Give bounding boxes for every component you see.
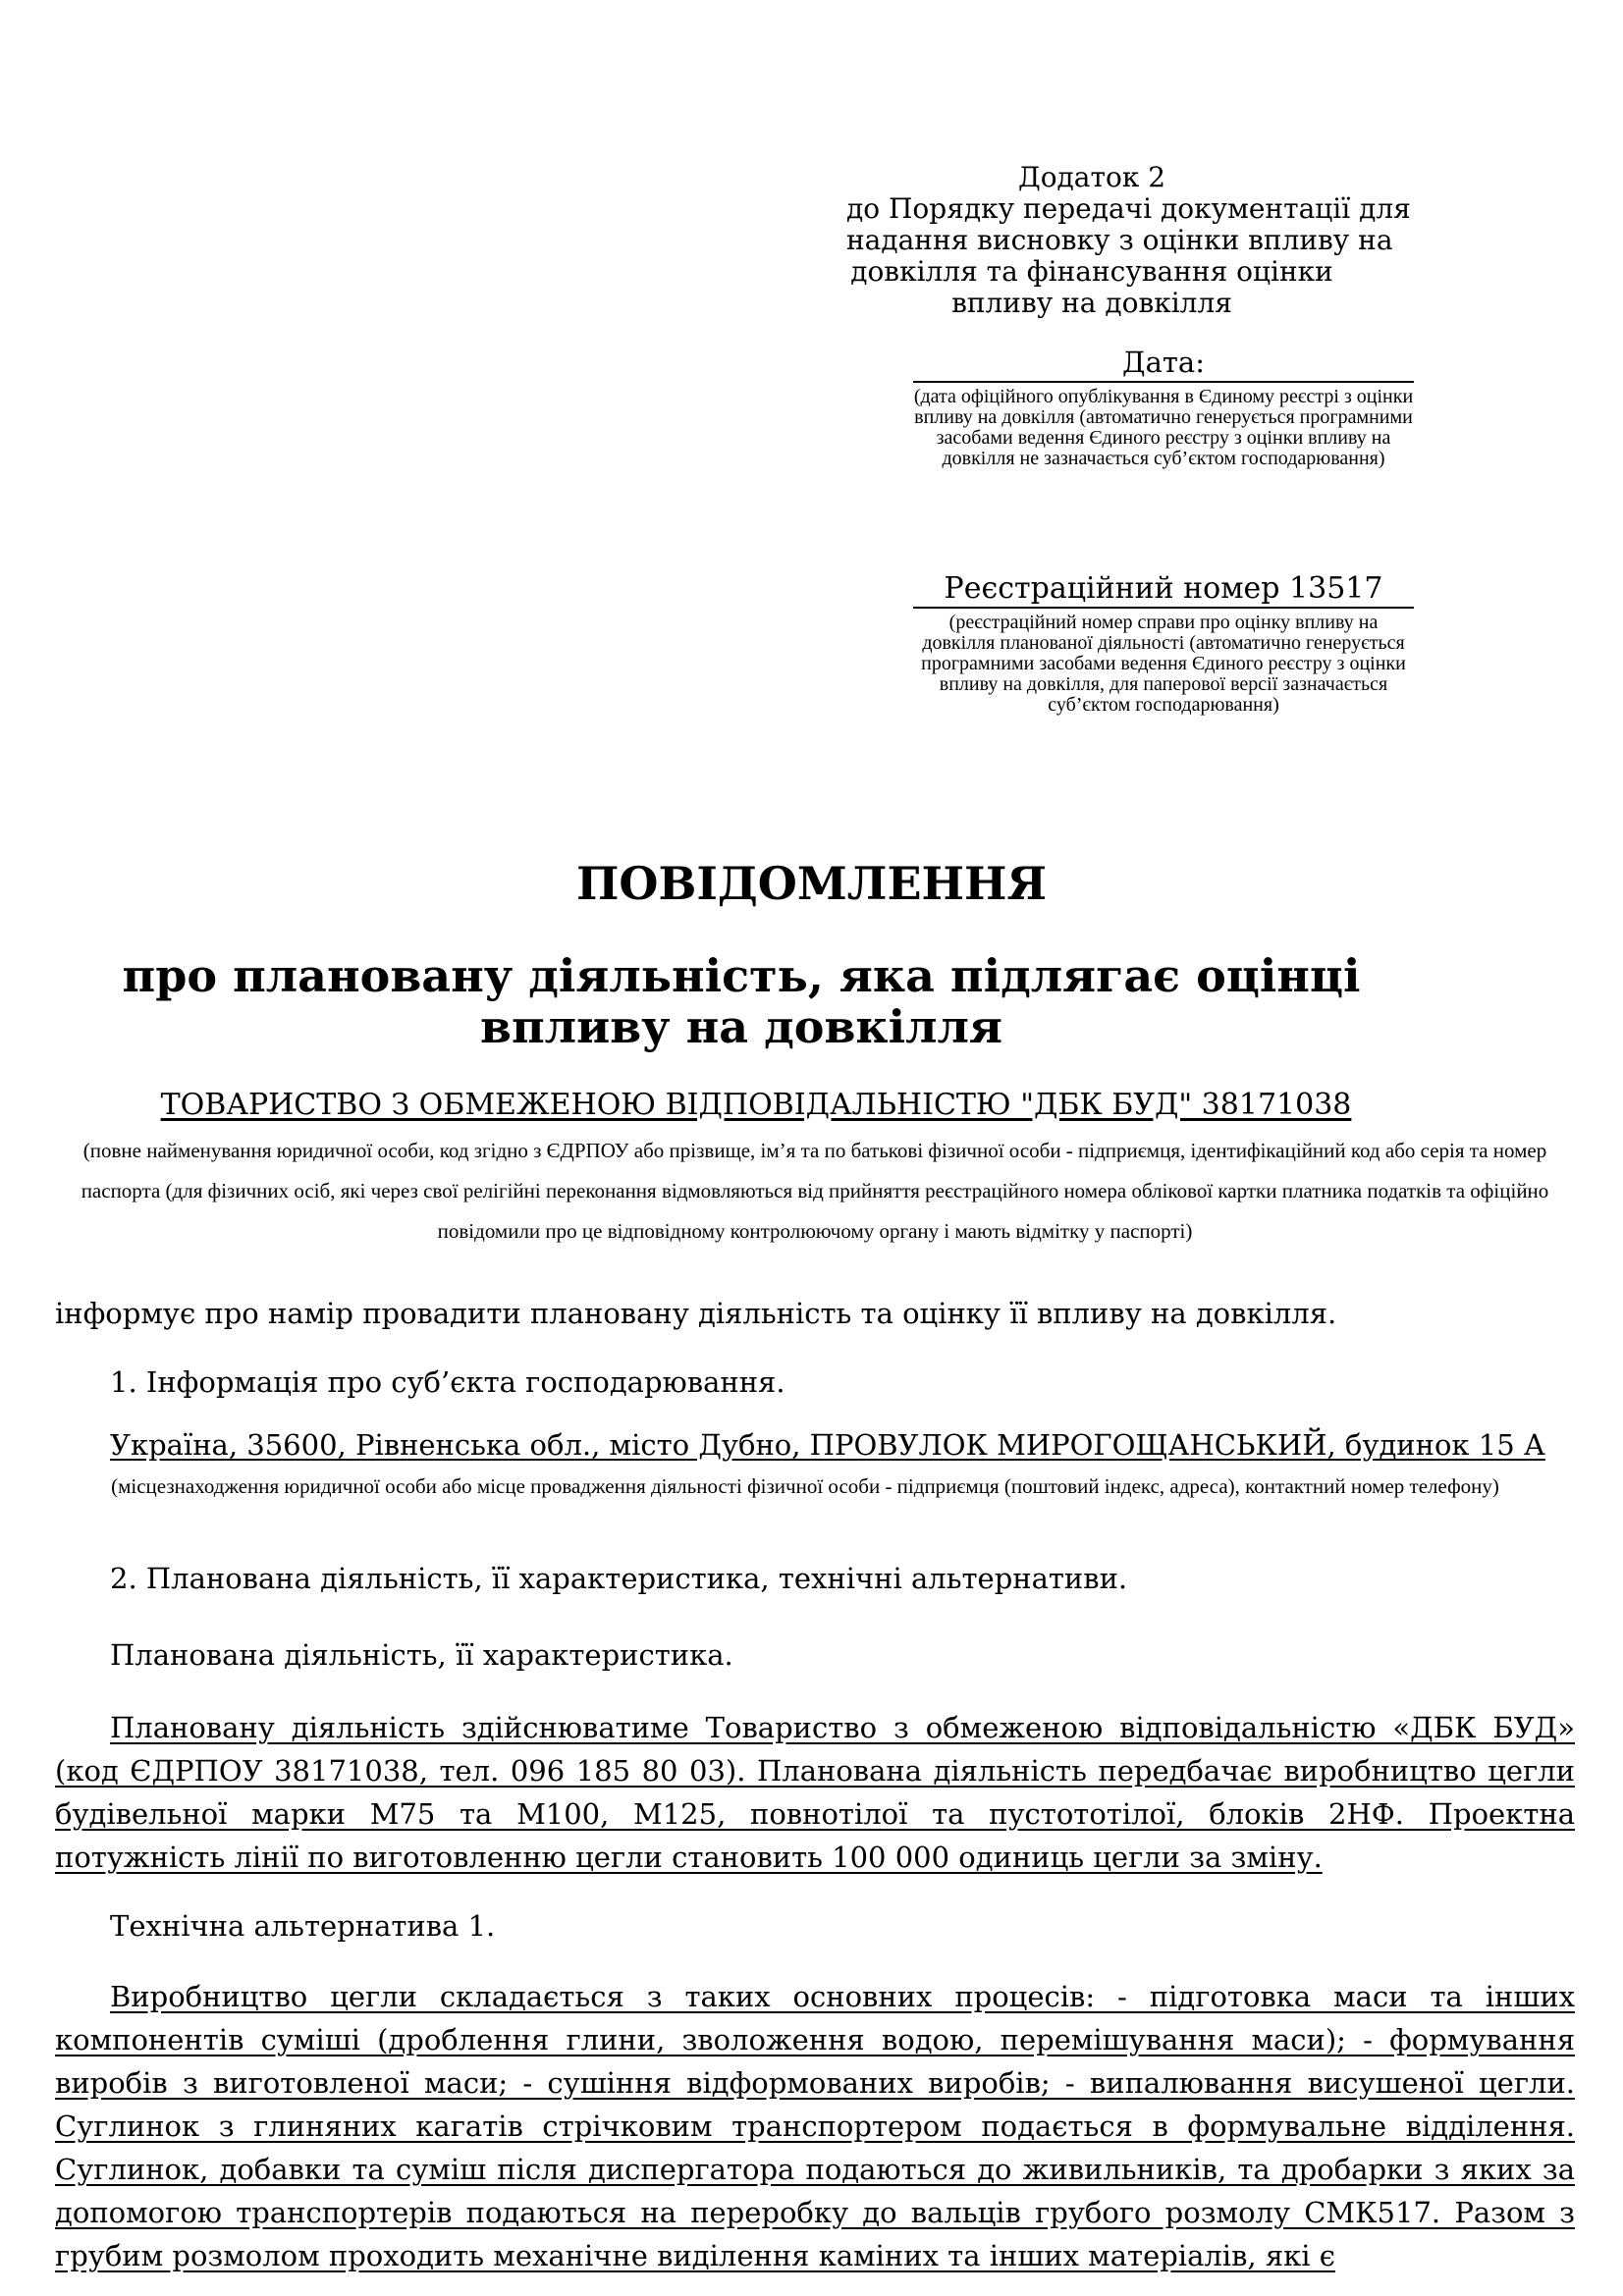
- annex-header: [846, 161, 1411, 319]
- date-block: [913, 346, 1414, 469]
- alternative-text: [55, 1975, 1575, 2277]
- activity-description: [55, 1706, 1575, 1879]
- annex-line: довкілля та фінансування оцінки: [850, 255, 1333, 288]
- date-label: Дата:: [913, 346, 1414, 383]
- company-name: ТОВАРИСТВО З ОБМЕЖЕНОЮ ВІДПОВІДАЛЬНІСТЮ "ДБК БУД" 38171038: [160, 1088, 1352, 1122]
- date-note: (дата офіційного опублікування в Єдиному реєстрі з оцінки впливу на довкілля (автоматично генерується програмними засобами ведення Єдиного реєстру з оцінки впливу на довкілля не зазначається суб’єктом господарювання): [913, 386, 1414, 469]
- section1-heading: 1. Інформація про суб’єкта господарювання.: [110, 1365, 785, 1399]
- annex-line: до Порядку передачі документації для: [846, 192, 1411, 225]
- annex-line: впливу на довкілля: [951, 287, 1232, 319]
- annex-line: Додаток 2: [1017, 161, 1166, 193]
- address-note: (місцезнаходження юридичної особи або місце провадження діяльності фізичної особи - підприємця (поштовий індекс, адреса), контактний номер телефону): [111, 1474, 1499, 1498]
- section2-subheading: Планована діяльність, її характеристика.: [110, 1638, 733, 1672]
- intent-text: інформує про намір провадити плановану діяльність та оцінку її впливу на довкілля.: [55, 1297, 1337, 1330]
- section2-heading: 2. Планована діяльність, її характеристика, технічні альтернативи.: [110, 1562, 1128, 1595]
- alternative-heading: Технічна альтернатива 1.: [110, 1909, 496, 1943]
- document-title: ПОВІДОМЛЕННЯ: [575, 857, 1048, 910]
- document-subtitle: про плановану діяльність, яка підлягає оцінці впливу на довкілля: [122, 949, 1361, 1053]
- alternative-text-body: Виробництво цегли складається з таких основних процесів: - підготовка маси та інших компонентів суміші (дроблення глини, зволоження водою, перемішування маси); - формування виробів з виготовленої маси; - сушіння відформованих виробів; - випалювання висушеної цегли. Суглинок з глиняних кагатів стрічковим транспортером подається в формувальне відділення. Суглинок, добавки та суміш після диспергатора подаються до живильників, та дробарки з яких за допомогою транспортерів подаються на переробку до вальців грубого розмолу СМК517. Разом з грубим розмолом проходить механічне виділення каміних та інших матеріалів, які є: [55, 1980, 1575, 2272]
- company-note: (повне найменування юридичної особи, код згідно з ЄДРПОУ або прізвище, ім’я та по батькові фізичної особи - підприємця, ідентифікаційний код або серія та номер паспорта (для фізичних осіб, які через свої релігійні переконання відмовляються від прийняття реєстраційного номера облікової картки платника податків та офіційно повідомили про це відповідному контролюючому органу і мають відмітку у паспорті): [81, 1139, 1549, 1243]
- registration-block: [913, 571, 1414, 716]
- registration-label: Реєстраційний номер 13517: [913, 571, 1414, 609]
- registration-note: (реєстраційний номер справи про оцінку впливу на довкілля планованої діяльності (автоматично генерується програмними засобами ведення Єдиного реєстру з оцінки впливу на довкілля, для паперової версії зазначається суб’єктом господарювання): [921, 612, 1406, 716]
- activity-description-text: Плановану діяльність здійснюватиме Товариство з обмеженою відповідальністю «ДБК БУД» (код ЄДРПОУ 38171038, тел. 096 185 80 03). Планована діяльність передбачає виробництво цегли будівельної марки М75 та М100, М125, повнотілої та пустототілої, блоків 2НФ. Проектна потужність лінії по виготовленню цегли становить 100 000 одиниць цегли за зміну.: [55, 1711, 1575, 1874]
- address-text: Україна, 35600, Рівненська обл., місто Дубно, ПРОВУЛОК МИРОГОЩАНСЬКИЙ, будинок 15 А: [110, 1428, 1545, 1462]
- annex-line: надання висновку з оцінки впливу на: [846, 224, 1393, 256]
- company-line: [0, 1087, 1512, 1124]
